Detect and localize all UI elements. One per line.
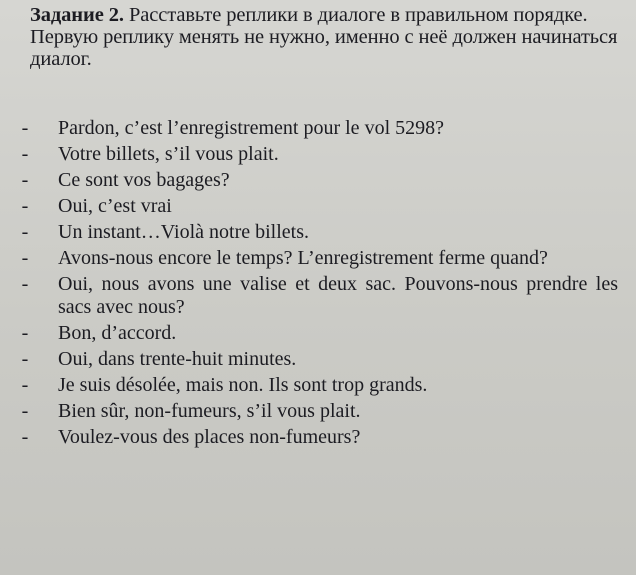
task-number: Задание 2.: [30, 4, 124, 26]
task-statement: [30, 4, 626, 70]
dialogue-line-text: Votre billets, s’il vous plait.: [58, 143, 279, 165]
dialogue-line-text: Ce sont vos bagages?: [58, 169, 230, 191]
dash-bullet: -: [21, 247, 29, 269]
dialogue-line-1: [18, 117, 618, 140]
dialogue-line-text: Je suis désolée, mais non. Ils sont trop grands.: [58, 374, 428, 396]
dialogue-line-text: Oui, nous avons une valise et deux sac. Pouvons-nous prendre les sacs avec nous?: [58, 273, 618, 318]
dialogue-line-text: Pardon, c’est l’enregistrement pour le vol 5298?: [58, 117, 444, 139]
dialogue-line-4: [18, 195, 618, 218]
dialogue-line-text: Oui, c’est vrai: [58, 195, 172, 217]
dash-bullet: -: [21, 374, 29, 396]
dash-bullet: -: [21, 221, 29, 243]
dash-bullet: -: [21, 195, 29, 217]
dialogue-line-text: Bien sûr, non-fumeurs, s’il vous plait.: [58, 400, 361, 422]
dialogue-line-12: [18, 426, 618, 449]
dash-bullet: -: [21, 169, 29, 191]
dialogue-line-7: [18, 273, 618, 319]
dialogue-line-text: Voulez-vous des places non-fumeurs?: [58, 426, 361, 448]
dialogue-line-text: Avons-nous encore le temps? L’enregistrement ferme quand?: [58, 247, 548, 269]
dialogue-line-10: [18, 374, 618, 397]
dash-bullet: -: [21, 348, 29, 370]
dash-bullet: -: [21, 322, 29, 344]
dialogue-line-text: Oui, dans trente-huit minutes.: [58, 348, 297, 370]
task-instruction: Расставьте реплики в диалоге в правильном порядке. Первую реплику менять не нужно, именно с неё должен начинаться диалог.: [30, 4, 618, 70]
dialogue-line-9: [18, 348, 618, 371]
dash-bullet: -: [21, 117, 29, 139]
dialogue-line-text: Un instant…Violà notre billets.: [58, 221, 309, 243]
dialogue-list: [18, 117, 618, 449]
dash-bullet: -: [21, 426, 29, 448]
dialogue-line-2: [18, 143, 618, 166]
dash-bullet: -: [21, 273, 29, 295]
dialogue-line-5: [18, 221, 618, 244]
dialogue-line-text: Bon, d’accord.: [58, 322, 177, 344]
dialogue-line-6: [18, 247, 618, 270]
dash-bullet: -: [21, 400, 29, 422]
dialogue-line-3: [18, 169, 618, 192]
dialogue-line-8: [18, 322, 618, 345]
dash-bullet: -: [21, 143, 29, 165]
dialogue-line-11: [18, 400, 618, 423]
